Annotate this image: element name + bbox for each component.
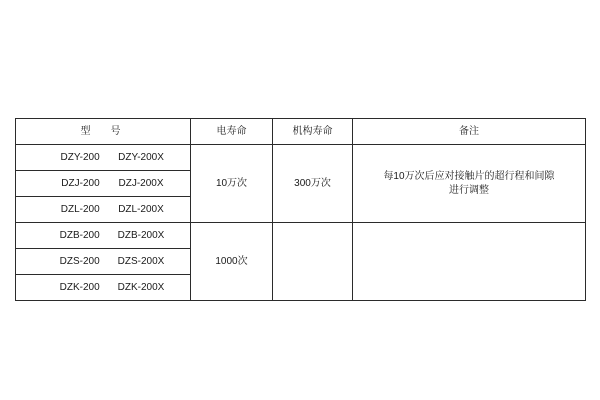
mechanical-life-cell bbox=[273, 223, 353, 301]
electrical-life-cell: 10万次 bbox=[191, 145, 273, 223]
model-cell bbox=[16, 171, 191, 197]
model-code-variant: DZB-200X bbox=[117, 229, 165, 241]
table-header-row bbox=[16, 119, 586, 145]
table-row bbox=[16, 223, 586, 249]
specification-table bbox=[15, 118, 586, 301]
column-header-remark: 备注 bbox=[353, 119, 586, 145]
model-code-variant: DZK-200X bbox=[117, 281, 165, 293]
column-header-mechanical-life: 机构寿命 bbox=[273, 119, 353, 145]
model-code-primary: DZJ-200 bbox=[61, 177, 100, 189]
model-code-primary: DZK-200 bbox=[59, 281, 100, 293]
electrical-life-cell: 1000次 bbox=[191, 223, 273, 301]
column-header-electrical-life: 电寿命 bbox=[191, 119, 273, 145]
model-code-variant: DZJ-200X bbox=[118, 177, 164, 189]
model-cell bbox=[16, 197, 191, 223]
model-code-primary: DZY-200 bbox=[60, 151, 100, 163]
model-code-variant: DZS-200X bbox=[117, 255, 165, 267]
model-code-primary: DZS-200 bbox=[59, 255, 100, 267]
remark-cell bbox=[353, 145, 586, 223]
remark-cell bbox=[353, 223, 586, 301]
column-header-model: 型 号 bbox=[16, 119, 191, 145]
model-code-primary: DZL-200 bbox=[60, 203, 100, 215]
model-cell bbox=[16, 249, 191, 275]
model-code-variant: DZL-200X bbox=[118, 203, 164, 215]
table-row bbox=[16, 145, 586, 171]
model-code-primary: DZB-200 bbox=[59, 229, 100, 241]
remark-line-2: 进行调整 bbox=[449, 184, 489, 196]
model-cell bbox=[16, 145, 191, 171]
mechanical-life-cell: 300万次 bbox=[273, 145, 353, 223]
remark-line-1: 每10万次后应对接触片的超行程和间隙 bbox=[383, 170, 555, 182]
model-code-variant: DZY-200X bbox=[118, 151, 164, 163]
model-cell bbox=[16, 275, 191, 301]
model-cell bbox=[16, 223, 191, 249]
